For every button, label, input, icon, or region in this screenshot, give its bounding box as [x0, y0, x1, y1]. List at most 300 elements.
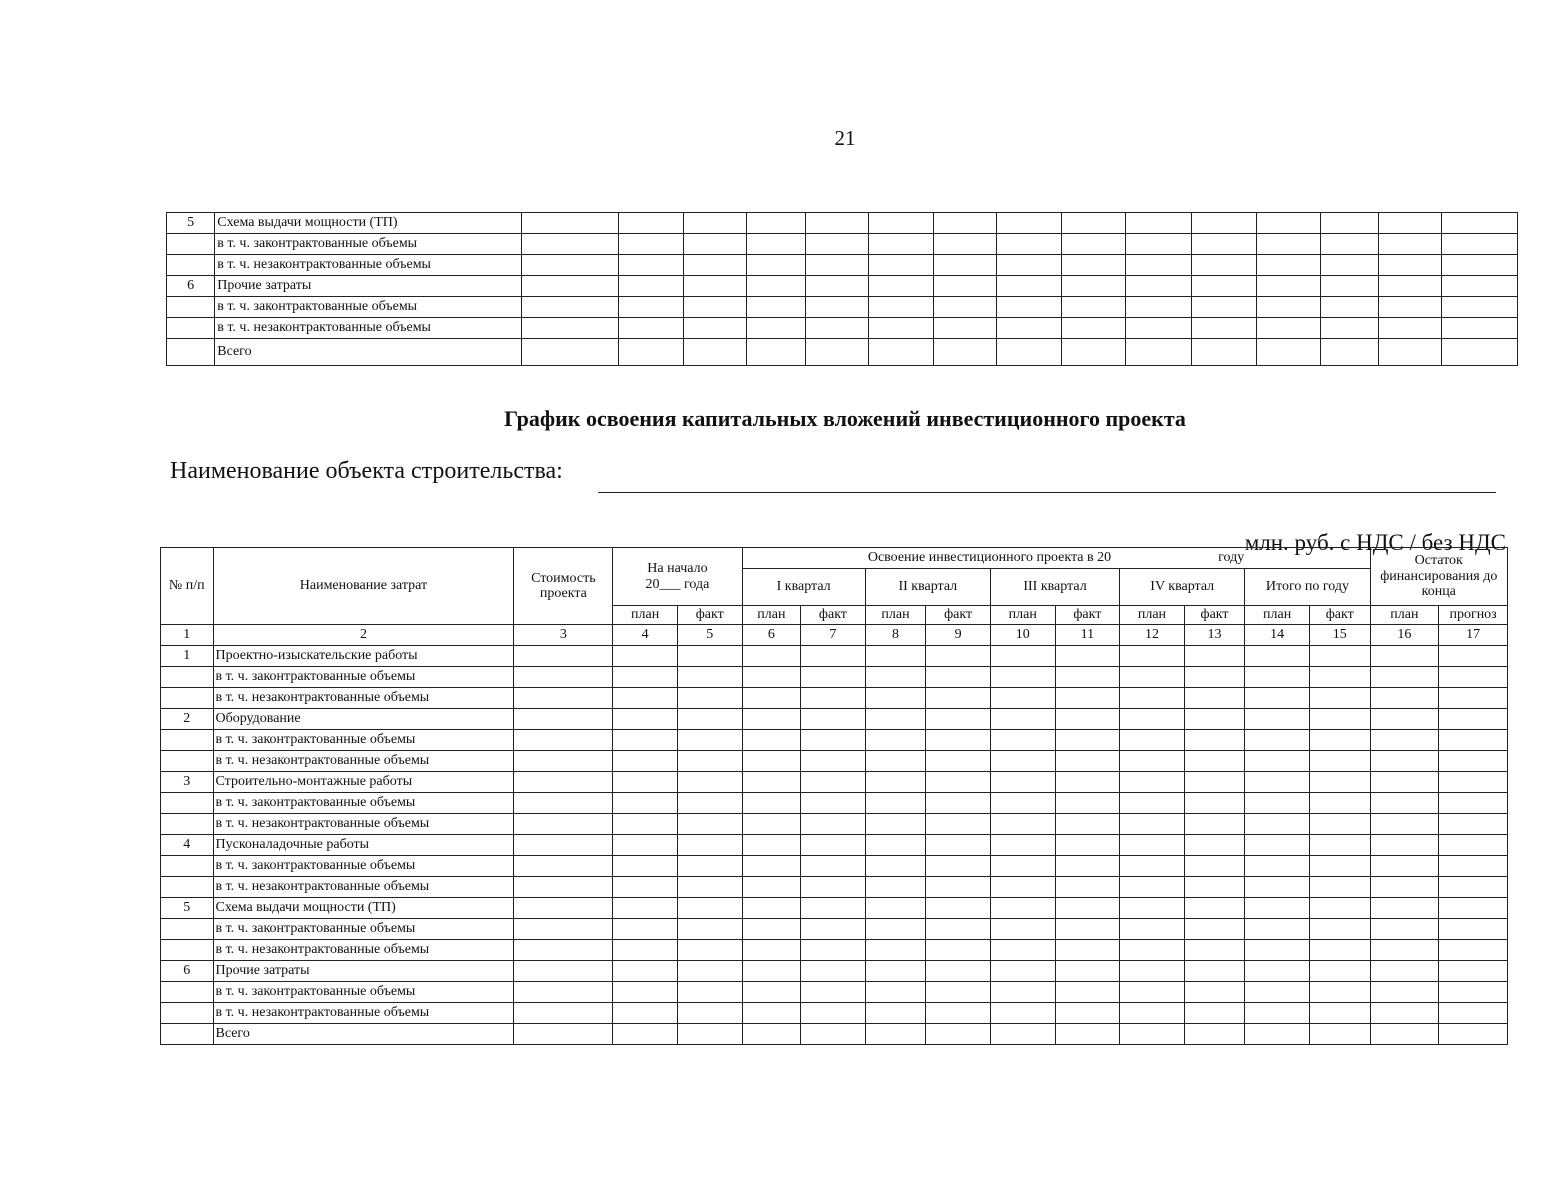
value-cell[interactable]: [926, 709, 991, 730]
value-cell[interactable]: [1245, 856, 1310, 877]
value-cell[interactable]: [514, 1024, 613, 1045]
value-cell[interactable]: [1441, 297, 1517, 318]
value-cell[interactable]: [1192, 255, 1256, 276]
value-cell[interactable]: [1439, 730, 1508, 751]
value-cell[interactable]: [514, 1003, 613, 1024]
value-cell[interactable]: [1245, 940, 1310, 961]
value-cell[interactable]: [613, 730, 678, 751]
value-cell[interactable]: [868, 213, 933, 234]
value-cell[interactable]: [1125, 339, 1191, 366]
value-cell[interactable]: [677, 898, 742, 919]
value-cell[interactable]: [1379, 213, 1441, 234]
value-cell[interactable]: [1055, 961, 1120, 982]
value-cell[interactable]: [742, 793, 801, 814]
value-cell[interactable]: [1055, 688, 1120, 709]
value-cell[interactable]: [1184, 856, 1245, 877]
value-cell[interactable]: [1439, 1024, 1508, 1045]
value-cell[interactable]: [1256, 297, 1320, 318]
value-cell[interactable]: [613, 772, 678, 793]
value-cell[interactable]: [742, 730, 801, 751]
value-cell[interactable]: [1256, 276, 1320, 297]
value-cell[interactable]: [1245, 688, 1310, 709]
value-cell[interactable]: [1125, 318, 1191, 339]
value-cell[interactable]: [1055, 667, 1120, 688]
value-cell[interactable]: [1184, 646, 1245, 667]
value-cell[interactable]: [521, 318, 619, 339]
value-cell[interactable]: [806, 339, 868, 366]
value-cell[interactable]: [514, 961, 613, 982]
value-cell[interactable]: [1309, 1024, 1370, 1045]
value-cell[interactable]: [926, 877, 991, 898]
value-cell[interactable]: [677, 1003, 742, 1024]
value-cell[interactable]: [926, 730, 991, 751]
value-cell[interactable]: [1055, 751, 1120, 772]
value-cell[interactable]: [1245, 709, 1310, 730]
value-cell[interactable]: [1439, 1003, 1508, 1024]
value-cell[interactable]: [997, 213, 1061, 234]
value-cell[interactable]: [801, 793, 866, 814]
value-cell[interactable]: [926, 898, 991, 919]
value-cell[interactable]: [1370, 856, 1439, 877]
value-cell[interactable]: [865, 772, 926, 793]
value-cell[interactable]: [746, 297, 805, 318]
value-cell[interactable]: [990, 772, 1055, 793]
value-cell[interactable]: [1120, 1003, 1185, 1024]
value-cell[interactable]: [865, 814, 926, 835]
value-cell[interactable]: [677, 688, 742, 709]
value-cell[interactable]: [1125, 276, 1191, 297]
value-cell[interactable]: [926, 751, 991, 772]
value-cell[interactable]: [926, 982, 991, 1003]
value-cell[interactable]: [521, 234, 619, 255]
value-cell[interactable]: [514, 982, 613, 1003]
value-cell[interactable]: [683, 213, 746, 234]
value-cell[interactable]: [1245, 1003, 1310, 1024]
value-cell[interactable]: [1245, 667, 1310, 688]
value-cell[interactable]: [1309, 730, 1370, 751]
value-cell[interactable]: [865, 1003, 926, 1024]
value-cell[interactable]: [865, 688, 926, 709]
value-cell[interactable]: [521, 276, 619, 297]
value-cell[interactable]: [926, 940, 991, 961]
value-cell[interactable]: [677, 646, 742, 667]
value-cell[interactable]: [613, 919, 678, 940]
value-cell[interactable]: [1439, 982, 1508, 1003]
value-cell[interactable]: [1120, 919, 1185, 940]
value-cell[interactable]: [1055, 982, 1120, 1003]
value-cell[interactable]: [742, 709, 801, 730]
value-cell[interactable]: [677, 667, 742, 688]
value-cell[interactable]: [1184, 1003, 1245, 1024]
value-cell[interactable]: [1370, 772, 1439, 793]
value-cell[interactable]: [1370, 982, 1439, 1003]
value-cell[interactable]: [521, 297, 619, 318]
value-cell[interactable]: [1309, 961, 1370, 982]
value-cell[interactable]: [926, 793, 991, 814]
value-cell[interactable]: [1192, 234, 1256, 255]
value-cell[interactable]: [1379, 318, 1441, 339]
value-cell[interactable]: [1120, 961, 1185, 982]
value-cell[interactable]: [1320, 213, 1378, 234]
value-cell[interactable]: [997, 318, 1061, 339]
value-cell[interactable]: [677, 709, 742, 730]
value-cell[interactable]: [613, 1024, 678, 1045]
value-cell[interactable]: [1309, 646, 1370, 667]
object-name-field[interactable]: [598, 492, 1496, 493]
value-cell[interactable]: [801, 919, 866, 940]
value-cell[interactable]: [514, 940, 613, 961]
value-cell[interactable]: [1320, 297, 1378, 318]
value-cell[interactable]: [933, 213, 996, 234]
value-cell[interactable]: [1184, 709, 1245, 730]
value-cell[interactable]: [683, 255, 746, 276]
value-cell[interactable]: [613, 982, 678, 1003]
value-cell[interactable]: [1055, 814, 1120, 835]
value-cell[interactable]: [677, 1024, 742, 1045]
value-cell[interactable]: [619, 297, 683, 318]
value-cell[interactable]: [1055, 772, 1120, 793]
value-cell[interactable]: [1439, 856, 1508, 877]
value-cell[interactable]: [1245, 835, 1310, 856]
value-cell[interactable]: [865, 940, 926, 961]
value-cell[interactable]: [1370, 667, 1439, 688]
value-cell[interactable]: [865, 730, 926, 751]
value-cell[interactable]: [514, 814, 613, 835]
value-cell[interactable]: [1370, 709, 1439, 730]
value-cell[interactable]: [1184, 667, 1245, 688]
value-cell[interactable]: [1439, 877, 1508, 898]
value-cell[interactable]: [1192, 213, 1256, 234]
value-cell[interactable]: [1192, 339, 1256, 366]
value-cell[interactable]: [514, 751, 613, 772]
value-cell[interactable]: [868, 255, 933, 276]
value-cell[interactable]: [990, 1003, 1055, 1024]
value-cell[interactable]: [1120, 982, 1185, 1003]
value-cell[interactable]: [1184, 814, 1245, 835]
value-cell[interactable]: [1309, 856, 1370, 877]
value-cell[interactable]: [801, 877, 866, 898]
value-cell[interactable]: [1320, 234, 1378, 255]
value-cell[interactable]: [677, 982, 742, 1003]
value-cell[interactable]: [742, 856, 801, 877]
value-cell[interactable]: [868, 297, 933, 318]
value-cell[interactable]: [1309, 940, 1370, 961]
value-cell[interactable]: [1439, 940, 1508, 961]
value-cell[interactable]: [1309, 772, 1370, 793]
value-cell[interactable]: [1370, 835, 1439, 856]
value-cell[interactable]: [990, 898, 1055, 919]
value-cell[interactable]: [990, 709, 1055, 730]
value-cell[interactable]: [990, 667, 1055, 688]
value-cell[interactable]: [742, 814, 801, 835]
value-cell[interactable]: [1245, 751, 1310, 772]
value-cell[interactable]: [1245, 982, 1310, 1003]
value-cell[interactable]: [683, 297, 746, 318]
value-cell[interactable]: [801, 898, 866, 919]
value-cell[interactable]: [613, 751, 678, 772]
value-cell[interactable]: [1439, 835, 1508, 856]
value-cell[interactable]: [613, 688, 678, 709]
value-cell[interactable]: [806, 213, 868, 234]
value-cell[interactable]: [1370, 730, 1439, 751]
value-cell[interactable]: [746, 339, 805, 366]
value-cell[interactable]: [1370, 940, 1439, 961]
value-cell[interactable]: [1320, 276, 1378, 297]
value-cell[interactable]: [514, 856, 613, 877]
value-cell[interactable]: [1441, 234, 1517, 255]
value-cell[interactable]: [1439, 961, 1508, 982]
value-cell[interactable]: [933, 234, 996, 255]
value-cell[interactable]: [1120, 835, 1185, 856]
value-cell[interactable]: [1370, 814, 1439, 835]
value-cell[interactable]: [990, 919, 1055, 940]
value-cell[interactable]: [1370, 877, 1439, 898]
value-cell[interactable]: [677, 961, 742, 982]
value-cell[interactable]: [926, 667, 991, 688]
value-cell[interactable]: [801, 961, 866, 982]
value-cell[interactable]: [801, 688, 866, 709]
value-cell[interactable]: [1370, 961, 1439, 982]
value-cell[interactable]: [1061, 276, 1125, 297]
value-cell[interactable]: [1379, 297, 1441, 318]
value-cell[interactable]: [801, 814, 866, 835]
value-cell[interactable]: [514, 793, 613, 814]
value-cell[interactable]: [801, 982, 866, 1003]
value-cell[interactable]: [1120, 1024, 1185, 1045]
value-cell[interactable]: [677, 814, 742, 835]
value-cell[interactable]: [1120, 814, 1185, 835]
value-cell[interactable]: [868, 339, 933, 366]
value-cell[interactable]: [742, 646, 801, 667]
value-cell[interactable]: [613, 1003, 678, 1024]
value-cell[interactable]: [1379, 234, 1441, 255]
value-cell[interactable]: [677, 940, 742, 961]
value-cell[interactable]: [1309, 877, 1370, 898]
value-cell[interactable]: [926, 814, 991, 835]
value-cell[interactable]: [801, 1024, 866, 1045]
value-cell[interactable]: [514, 667, 613, 688]
value-cell[interactable]: [742, 898, 801, 919]
value-cell[interactable]: [801, 856, 866, 877]
value-cell[interactable]: [1245, 919, 1310, 940]
value-cell[interactable]: [613, 961, 678, 982]
value-cell[interactable]: [801, 940, 866, 961]
value-cell[interactable]: [1184, 1024, 1245, 1045]
value-cell[interactable]: [619, 318, 683, 339]
value-cell[interactable]: [990, 646, 1055, 667]
value-cell[interactable]: [1309, 688, 1370, 709]
value-cell[interactable]: [1439, 646, 1508, 667]
value-cell[interactable]: [1379, 255, 1441, 276]
value-cell[interactable]: [868, 318, 933, 339]
value-cell[interactable]: [1309, 919, 1370, 940]
value-cell[interactable]: [990, 814, 1055, 835]
value-cell[interactable]: [1320, 318, 1378, 339]
value-cell[interactable]: [514, 688, 613, 709]
value-cell[interactable]: [801, 709, 866, 730]
value-cell[interactable]: [683, 339, 746, 366]
value-cell[interactable]: [990, 877, 1055, 898]
value-cell[interactable]: [1256, 213, 1320, 234]
value-cell[interactable]: [1184, 730, 1245, 751]
value-cell[interactable]: [1370, 1024, 1439, 1045]
value-cell[interactable]: [613, 709, 678, 730]
value-cell[interactable]: [514, 730, 613, 751]
value-cell[interactable]: [1309, 667, 1370, 688]
value-cell[interactable]: [1120, 751, 1185, 772]
value-cell[interactable]: [1120, 730, 1185, 751]
value-cell[interactable]: [801, 835, 866, 856]
value-cell[interactable]: [801, 751, 866, 772]
value-cell[interactable]: [1055, 1003, 1120, 1024]
value-cell[interactable]: [1245, 877, 1310, 898]
value-cell[interactable]: [619, 234, 683, 255]
value-cell[interactable]: [613, 793, 678, 814]
value-cell[interactable]: [806, 318, 868, 339]
value-cell[interactable]: [514, 898, 613, 919]
value-cell[interactable]: [1055, 730, 1120, 751]
value-cell[interactable]: [1309, 1003, 1370, 1024]
value-cell[interactable]: [1120, 793, 1185, 814]
value-cell[interactable]: [926, 772, 991, 793]
value-cell[interactable]: [1439, 772, 1508, 793]
value-cell[interactable]: [1379, 339, 1441, 366]
value-cell[interactable]: [619, 255, 683, 276]
value-cell[interactable]: [514, 646, 613, 667]
value-cell[interactable]: [613, 940, 678, 961]
value-cell[interactable]: [742, 961, 801, 982]
value-cell[interactable]: [613, 814, 678, 835]
value-cell[interactable]: [1439, 709, 1508, 730]
value-cell[interactable]: [865, 898, 926, 919]
value-cell[interactable]: [926, 688, 991, 709]
value-cell[interactable]: [926, 1024, 991, 1045]
value-cell[interactable]: [868, 276, 933, 297]
value-cell[interactable]: [1192, 318, 1256, 339]
value-cell[interactable]: [1184, 919, 1245, 940]
value-cell[interactable]: [997, 234, 1061, 255]
value-cell[interactable]: [1184, 898, 1245, 919]
value-cell[interactable]: [677, 772, 742, 793]
value-cell[interactable]: [865, 835, 926, 856]
value-cell[interactable]: [521, 339, 619, 366]
value-cell[interactable]: [865, 982, 926, 1003]
value-cell[interactable]: [801, 730, 866, 751]
value-cell[interactable]: [990, 982, 1055, 1003]
value-cell[interactable]: [1256, 255, 1320, 276]
value-cell[interactable]: [1125, 234, 1191, 255]
value-cell[interactable]: [1245, 1024, 1310, 1045]
value-cell[interactable]: [1439, 814, 1508, 835]
value-cell[interactable]: [1184, 751, 1245, 772]
value-cell[interactable]: [1120, 688, 1185, 709]
value-cell[interactable]: [619, 339, 683, 366]
value-cell[interactable]: [1370, 688, 1439, 709]
value-cell[interactable]: [1120, 667, 1185, 688]
value-cell[interactable]: [742, 1003, 801, 1024]
value-cell[interactable]: [1439, 688, 1508, 709]
value-cell[interactable]: [1055, 919, 1120, 940]
value-cell[interactable]: [1245, 793, 1310, 814]
value-cell[interactable]: [865, 961, 926, 982]
value-cell[interactable]: [865, 751, 926, 772]
value-cell[interactable]: [1055, 793, 1120, 814]
value-cell[interactable]: [514, 919, 613, 940]
value-cell[interactable]: [1125, 297, 1191, 318]
value-cell[interactable]: [746, 276, 805, 297]
value-cell[interactable]: [1441, 339, 1517, 366]
value-cell[interactable]: [514, 772, 613, 793]
value-cell[interactable]: [1370, 751, 1439, 772]
value-cell[interactable]: [801, 1003, 866, 1024]
value-cell[interactable]: [1120, 877, 1185, 898]
value-cell[interactable]: [1055, 709, 1120, 730]
value-cell[interactable]: [742, 940, 801, 961]
value-cell[interactable]: [1184, 982, 1245, 1003]
value-cell[interactable]: [613, 667, 678, 688]
value-cell[interactable]: [990, 1024, 1055, 1045]
value-cell[interactable]: [746, 213, 805, 234]
value-cell[interactable]: [1309, 793, 1370, 814]
value-cell[interactable]: [746, 318, 805, 339]
value-cell[interactable]: [677, 919, 742, 940]
value-cell[interactable]: [1370, 793, 1439, 814]
value-cell[interactable]: [1256, 339, 1320, 366]
value-cell[interactable]: [677, 793, 742, 814]
value-cell[interactable]: [1370, 898, 1439, 919]
value-cell[interactable]: [1120, 898, 1185, 919]
value-cell[interactable]: [742, 835, 801, 856]
value-cell[interactable]: [742, 1024, 801, 1045]
value-cell[interactable]: [1441, 318, 1517, 339]
value-cell[interactable]: [1120, 709, 1185, 730]
value-cell[interactable]: [801, 772, 866, 793]
value-cell[interactable]: [619, 276, 683, 297]
value-cell[interactable]: [865, 667, 926, 688]
value-cell[interactable]: [1439, 793, 1508, 814]
value-cell[interactable]: [997, 276, 1061, 297]
value-cell[interactable]: [1192, 297, 1256, 318]
value-cell[interactable]: [742, 919, 801, 940]
value-cell[interactable]: [1120, 940, 1185, 961]
value-cell[interactable]: [1256, 234, 1320, 255]
value-cell[interactable]: [1061, 255, 1125, 276]
value-cell[interactable]: [683, 318, 746, 339]
value-cell[interactable]: [1120, 646, 1185, 667]
value-cell[interactable]: [742, 667, 801, 688]
value-cell[interactable]: [933, 255, 996, 276]
value-cell[interactable]: [1370, 1003, 1439, 1024]
value-cell[interactable]: [677, 751, 742, 772]
value-cell[interactable]: [613, 898, 678, 919]
value-cell[interactable]: [1309, 898, 1370, 919]
value-cell[interactable]: [865, 1024, 926, 1045]
value-cell[interactable]: [746, 255, 805, 276]
value-cell[interactable]: [806, 276, 868, 297]
value-cell[interactable]: [1184, 940, 1245, 961]
value-cell[interactable]: [742, 751, 801, 772]
value-cell[interactable]: [933, 318, 996, 339]
value-cell[interactable]: [806, 255, 868, 276]
value-cell[interactable]: [801, 667, 866, 688]
value-cell[interactable]: [1245, 961, 1310, 982]
value-cell[interactable]: [1120, 772, 1185, 793]
value-cell[interactable]: [1184, 961, 1245, 982]
value-cell[interactable]: [1439, 667, 1508, 688]
value-cell[interactable]: [1309, 835, 1370, 856]
value-cell[interactable]: [1125, 255, 1191, 276]
value-cell[interactable]: [865, 709, 926, 730]
